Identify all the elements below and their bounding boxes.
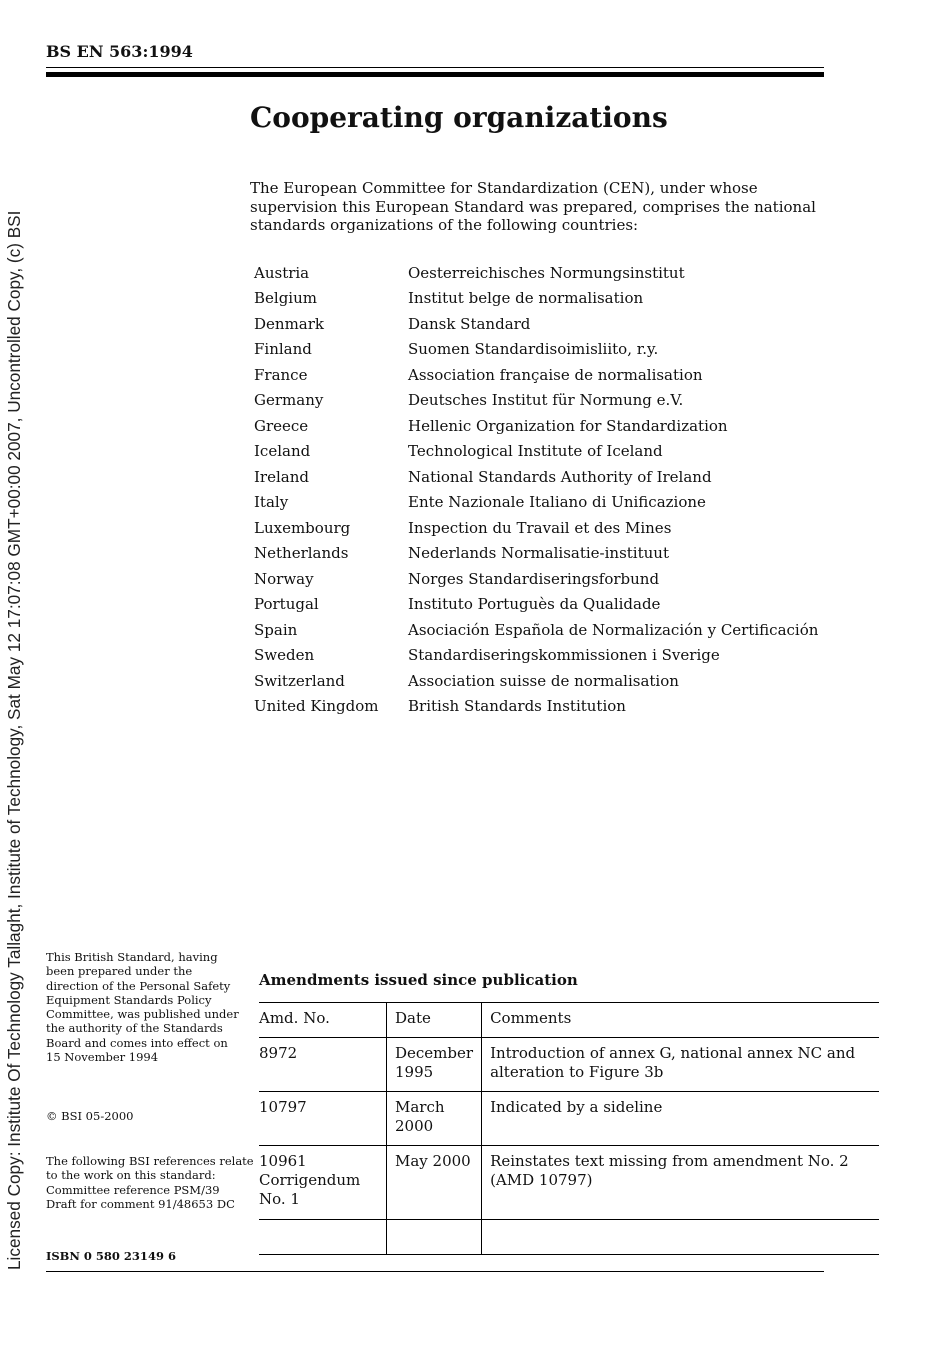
intro-paragraph: The European Committee for Standardization (CEN), under whose supervision this European Standard was prepared, comprises the national standards organizations of the following countries: [250,179,816,234]
org-row [250,490,822,516]
country-name: Iceland [254,442,311,461]
org-row [250,439,822,465]
org-name: Hellenic Organization for Standardization [408,416,728,435]
header-rule-thick [46,72,824,77]
empty-cell [387,1220,482,1255]
table-row [259,1146,879,1220]
org-name: Inspection du Travail et des Mines [408,518,672,537]
country-name: Netherlands [254,544,349,563]
org-name: Oesterreichisches Normungsinstitut [408,263,685,282]
refs-intro: The following BSI references relate to the work on this standard: [46,1154,254,1183]
org-row [250,337,822,363]
country-name: Belgium [254,289,317,308]
amd-comments: Indicated by a sideline [482,1092,879,1146]
document-id: BS EN 563:1994 [46,42,193,61]
country-name: Austria [254,263,310,282]
org-row [250,260,822,286]
amd-date: May 2000 [387,1146,482,1220]
org-name: National Standards Authority of Ireland [408,467,712,486]
amendments-header-row [259,1003,879,1038]
org-row [250,311,822,337]
column-header-amd-no: Amd. No. [259,1003,387,1038]
org-name: Instituto Portuguès da Qualidade [408,595,661,614]
org-name: Asociación Española de Normalización y Certificación [408,620,819,639]
effective-date: 15 November 1994 [46,1050,159,1065]
country-name: Italy [254,493,289,512]
approval-text: This British Standard, having been prepared under the direction of the Personal Safety Equipment Standards Policy Committee, was published under the authority of the Standards Board and comes into effect on [46,950,239,1050]
country-name: Luxembourg [254,518,351,537]
country-name: Denmark [254,314,324,333]
country-name: Spain [254,620,298,639]
bsi-references [46,1154,256,1211]
org-row [250,643,822,669]
country-name: Portugal [254,595,319,614]
table-row-empty [259,1220,879,1255]
org-name: Institut belge de normalisation [408,289,644,308]
committee-reference: Committee reference PSM/39 [46,1182,220,1197]
org-row [250,694,822,720]
country-name: United Kingdom [254,697,379,716]
org-name: Norges Standardiseringsforbund [408,569,660,588]
country-name: Norway [254,569,314,588]
column-header-date: Date [387,1003,482,1038]
org-name: Dansk Standard [408,314,531,333]
org-row [250,413,822,439]
country-name: Finland [254,340,312,359]
org-row [250,566,822,592]
license-watermark: Licensed Copy: Institute Of Technology Tallaght, Institute of Technology, Sat May 12 17:07:08 GMT+00:00 2007, Uncontrolled Copy, (c) BSI [4,210,24,1270]
org-row [250,464,822,490]
table-row [259,1038,879,1092]
country-name: Germany [254,391,324,410]
page-title: Cooperating organizations [250,101,668,134]
amd-number: 10797 [259,1092,387,1146]
column-header-comments: Comments [482,1003,879,1038]
footer-rule [46,1271,824,1272]
org-row [250,617,822,643]
org-row [250,515,822,541]
org-row [250,592,822,618]
amd-comments: Reinstates text missing from amendment No. 2 (AMD 10797) [482,1146,879,1220]
country-name: Greece [254,416,309,435]
draft-reference: Draft for comment 91/48653 DC [46,1196,235,1211]
org-row [250,362,822,388]
country-name: France [254,365,308,384]
empty-cell [482,1220,879,1255]
org-name: Standardiseringskommissionen i Sverige [408,646,720,665]
isbn: ISBN 0 580 23149 6 [46,1249,176,1263]
org-name: Nederlands Normalisatie-instituut [408,544,669,563]
copyright-notice: © BSI 05-2000 [46,1109,134,1123]
organizations-table [250,260,822,719]
org-row [250,388,822,414]
org-row [250,668,822,694]
country-name: Switzerland [254,671,345,690]
amd-comments: Introduction of annex G, national annex NC and alteration to Figure 3b [482,1038,879,1092]
approval-note [46,950,246,1064]
header-rule-thin [46,67,824,68]
country-name: Ireland [254,467,309,486]
org-name: Association française de normalisation [408,365,703,384]
org-row [250,286,822,312]
org-name: British Standards Institution [408,697,626,716]
org-name: Ente Nazionale Italiano di Unificazione [408,493,706,512]
org-name: Association suisse de normalisation [408,671,679,690]
amd-date: December 1995 [387,1038,482,1092]
org-name: Deutsches Institut für Normung e.V. [408,391,684,410]
org-row [250,541,822,567]
country-name: Sweden [254,646,315,665]
amendments-heading: Amendments issued since publication [259,971,578,989]
amd-number: 8972 [259,1038,387,1092]
org-name: Suomen Standardisoimisliito, r.y. [408,340,659,359]
org-name: Technological Institute of Iceland [408,442,663,461]
empty-cell [259,1220,387,1255]
amd-number: 10961 Corrigendum No. 1 [259,1146,387,1220]
table-row [259,1092,879,1146]
amd-date: March 2000 [387,1092,482,1146]
amendments-table [259,1002,879,1255]
